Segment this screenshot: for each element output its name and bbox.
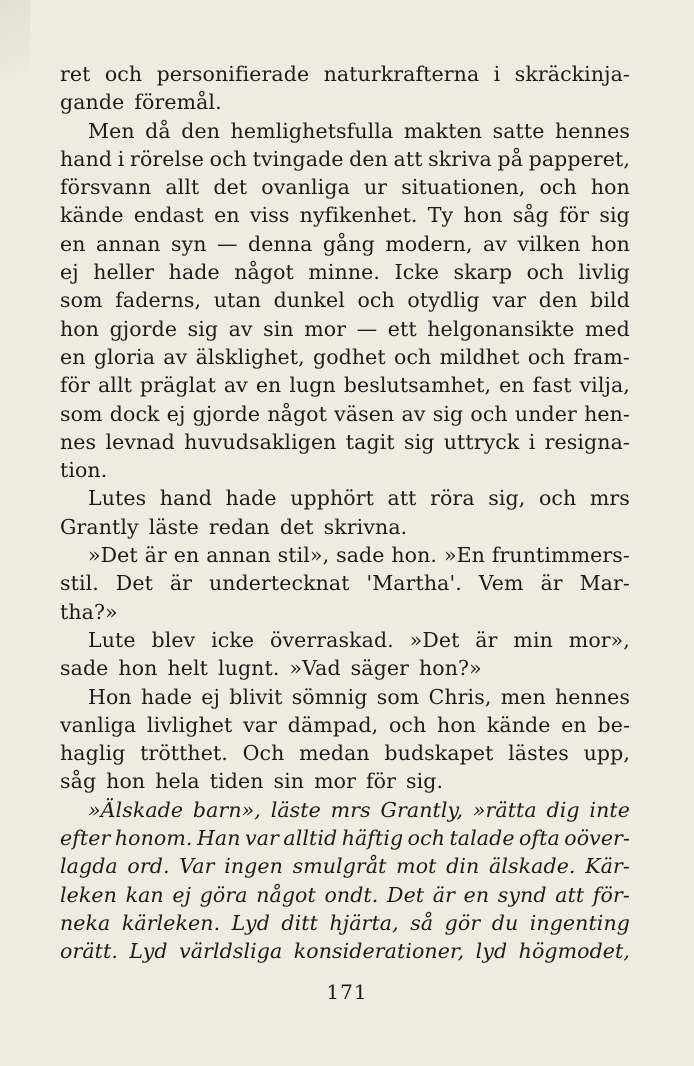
word: honom.	[114, 826, 193, 851]
word: älsklighet,	[195, 344, 305, 369]
word: gör	[444, 910, 481, 935]
word: sade	[60, 656, 109, 681]
word: för	[60, 373, 91, 398]
word: huvudsakligen	[184, 429, 337, 454]
word: världsliga	[179, 939, 283, 964]
word: vilken	[517, 231, 581, 256]
word: livlig	[578, 260, 630, 285]
word: med	[584, 316, 630, 341]
word: läste	[270, 797, 321, 822]
word: i	[528, 429, 536, 454]
word: »Det	[88, 543, 138, 568]
word: under	[514, 401, 577, 426]
word: hela	[155, 769, 200, 794]
word: hennes	[555, 118, 630, 143]
word: fram-	[573, 344, 630, 369]
word: och	[388, 712, 427, 737]
word: hade	[225, 486, 277, 511]
word: konsiderationer,	[293, 939, 465, 964]
word: Chris,	[428, 684, 492, 709]
word: att	[393, 146, 423, 171]
word: Var	[179, 854, 215, 879]
word: skarp	[453, 260, 513, 285]
word: något	[267, 401, 327, 426]
word: Grantly,	[380, 797, 464, 822]
word: synd	[497, 882, 547, 907]
word: situationen,	[401, 175, 526, 200]
text-line	[60, 937, 630, 965]
word: ej	[172, 882, 192, 907]
word: lästes	[508, 741, 569, 766]
text-line	[60, 626, 630, 654]
text-line	[60, 88, 630, 116]
word: hade	[168, 260, 220, 285]
word: föremål.	[134, 90, 222, 115]
word: dunkel	[273, 288, 345, 313]
word: av	[483, 231, 508, 256]
text-line	[60, 767, 630, 795]
text-line	[60, 909, 630, 937]
word: röra	[430, 486, 475, 511]
word: kände	[486, 712, 551, 737]
word: oöver-	[564, 826, 630, 851]
word: hon	[590, 175, 630, 200]
word: Hon	[88, 684, 132, 709]
text-line	[60, 230, 630, 258]
text-line	[60, 371, 630, 399]
word: smulgråt	[292, 854, 387, 879]
word: och	[527, 344, 566, 369]
word: mrs	[330, 797, 371, 822]
word: bild	[590, 288, 630, 313]
word: dig	[546, 797, 580, 822]
word: naturkrafterna	[323, 62, 480, 86]
word: en	[60, 231, 86, 256]
word: högmodet,	[518, 939, 630, 964]
word: en	[463, 882, 490, 907]
word: sig	[403, 429, 435, 454]
word: Vem	[478, 571, 524, 596]
word: för	[559, 203, 590, 228]
text-line	[60, 852, 630, 880]
word: då	[145, 118, 171, 143]
word: den	[181, 118, 221, 143]
word: fast	[532, 373, 572, 398]
text-line	[60, 315, 630, 343]
word: ditt	[281, 910, 318, 935]
word: upphört	[290, 486, 374, 511]
word: hon	[118, 656, 158, 681]
word: syn	[170, 231, 207, 256]
word: satte	[492, 118, 545, 143]
word: en	[60, 344, 86, 369]
word: nyfikenhet.	[299, 203, 418, 228]
word: »rätta	[472, 797, 537, 822]
word: sin	[273, 769, 305, 794]
word: nes	[60, 429, 97, 454]
word: lugn	[289, 373, 336, 398]
word: hon	[106, 769, 146, 794]
word: hon	[60, 316, 100, 341]
word: Grantly	[60, 514, 139, 539]
word: mor	[314, 769, 356, 794]
word: såg	[512, 203, 549, 228]
word: sig.	[406, 769, 444, 794]
word: tiden	[209, 769, 264, 794]
word: livlighet	[146, 712, 233, 737]
word: hon	[463, 203, 503, 228]
word: för-	[592, 882, 630, 907]
text-line	[60, 173, 630, 201]
text-line	[60, 145, 630, 173]
word: ret	[60, 62, 91, 86]
body-text	[60, 60, 630, 966]
word: och	[407, 826, 445, 851]
word: denna	[248, 231, 313, 256]
word: ur	[363, 175, 388, 200]
word: viss	[249, 203, 290, 228]
word: —	[356, 316, 378, 341]
word: sig	[432, 401, 464, 426]
text-line	[60, 343, 630, 371]
word: Ty	[427, 203, 454, 228]
word: väsen	[334, 401, 395, 426]
word: mildhet	[439, 344, 520, 369]
word: som	[376, 684, 420, 709]
word: Lute	[88, 627, 136, 652]
page-number: 171	[326, 980, 368, 1004]
word: ovanliga	[261, 175, 350, 200]
word: tvingade	[252, 146, 344, 171]
word: hemlighetsfulla	[230, 118, 394, 143]
word: »Vad	[289, 656, 341, 681]
word: och	[104, 62, 143, 86]
word: kan	[125, 882, 164, 907]
word: lagda	[60, 854, 118, 879]
word: men	[500, 684, 546, 709]
word: ingenting	[529, 910, 630, 935]
word: vilja,	[579, 373, 630, 398]
word: i	[117, 146, 125, 171]
word: häftig	[341, 826, 404, 851]
word: att	[555, 882, 585, 907]
word: blev	[151, 627, 196, 652]
text-line	[60, 484, 630, 512]
word: som	[60, 401, 103, 426]
word: och	[526, 260, 564, 285]
word: hen-	[584, 401, 630, 426]
word: skriva	[428, 146, 492, 171]
word: »Älskade	[88, 797, 184, 822]
word: en	[561, 712, 587, 737]
word: ord.	[127, 854, 170, 879]
word: din	[446, 854, 480, 879]
word: helt	[167, 656, 208, 681]
word: för	[366, 769, 397, 794]
word: var	[245, 826, 279, 851]
word: Men	[88, 118, 135, 143]
word: något	[234, 260, 294, 285]
word: är	[432, 882, 455, 907]
word: mor»,	[568, 627, 630, 652]
word: hon	[590, 231, 630, 256]
word: ett	[387, 316, 417, 341]
text-line	[60, 824, 630, 852]
word: sig,	[488, 486, 526, 511]
word: Och	[242, 741, 285, 766]
word: ej	[201, 684, 220, 709]
text-line	[60, 201, 630, 229]
word: att	[387, 486, 417, 511]
word: är	[144, 543, 167, 568]
word: det	[279, 514, 314, 539]
word: tion.	[60, 458, 108, 483]
word: hon	[437, 712, 477, 737]
text-line	[60, 796, 630, 824]
word: hand	[159, 486, 212, 511]
text-line	[60, 711, 630, 739]
word: haglig	[60, 741, 126, 766]
text-line	[60, 456, 630, 484]
word: så	[410, 910, 434, 935]
word: och	[539, 175, 577, 200]
word: ofta	[519, 826, 560, 851]
word: medan	[299, 741, 370, 766]
word: personifierade	[156, 62, 310, 86]
word: gång	[322, 231, 375, 256]
word: Det	[115, 571, 153, 596]
word: är	[169, 571, 193, 596]
word: tagit	[345, 429, 395, 454]
word: gjorde	[192, 401, 261, 426]
word: papperet,	[528, 146, 630, 171]
text-line	[60, 117, 630, 145]
word: ingen	[224, 854, 283, 879]
word: skrivna.	[323, 514, 408, 539]
word: såg	[60, 769, 97, 794]
word: skräckinja-	[514, 62, 630, 86]
word: sömnig	[291, 684, 368, 709]
word: hon.	[391, 543, 438, 568]
word: mor	[304, 316, 347, 341]
word: mrs	[589, 486, 630, 511]
word: dock	[109, 401, 160, 426]
word: min	[513, 627, 553, 652]
word: ej	[166, 401, 186, 426]
word: inte	[589, 797, 630, 822]
text-line	[60, 569, 630, 597]
word: redan	[208, 514, 270, 539]
word: en	[214, 203, 240, 228]
word: är	[540, 571, 563, 596]
page-corner-shadow	[0, 0, 30, 120]
word: tha?»	[60, 599, 118, 624]
text-line	[60, 598, 630, 626]
word: en	[173, 543, 200, 568]
word: den	[349, 146, 388, 171]
word: var	[492, 288, 527, 313]
text-line	[60, 258, 630, 286]
word: är	[475, 627, 498, 652]
word: hjärta,	[329, 910, 399, 935]
word: lyd	[475, 939, 508, 964]
text-line	[60, 400, 630, 428]
word: beslutsamhet,	[343, 373, 492, 398]
word: överraskad.	[270, 627, 394, 652]
word: präglat	[139, 373, 216, 398]
word: trötthet.	[140, 741, 228, 766]
word: faderns,	[115, 288, 202, 313]
word: vanliga	[60, 712, 137, 737]
word: sade	[336, 543, 385, 568]
word: undertecknat	[208, 571, 350, 596]
word: något	[256, 882, 316, 907]
word: hade	[140, 684, 193, 709]
word: otydlig	[407, 288, 480, 313]
word: göra	[199, 882, 248, 907]
text-line	[60, 428, 630, 456]
word: —	[216, 231, 238, 256]
word: på	[497, 146, 524, 171]
word: alltid	[283, 826, 338, 851]
word: stil.	[60, 571, 99, 596]
word: gjorde	[109, 316, 178, 341]
word: lugnt.	[218, 656, 280, 681]
word: »En	[443, 543, 485, 568]
word: annan	[95, 231, 161, 256]
text-line	[60, 286, 630, 314]
word: ej	[60, 260, 79, 285]
word: sig	[187, 316, 219, 341]
word: Han	[196, 826, 241, 851]
word: och	[209, 146, 247, 171]
word: modern,	[385, 231, 473, 256]
word: hennes	[555, 684, 630, 709]
word: gloria	[93, 344, 156, 369]
word: neka	[60, 910, 111, 935]
word: säger	[350, 656, 409, 681]
word: heller	[93, 260, 155, 285]
text-line	[60, 541, 630, 569]
word: var	[243, 712, 277, 737]
text-line	[60, 513, 630, 541]
word: minne.	[308, 260, 381, 285]
word: av	[223, 373, 248, 398]
text-line	[60, 683, 630, 711]
word: och	[470, 401, 508, 426]
word: allt	[165, 175, 200, 200]
word: hand	[60, 146, 113, 171]
word: Det	[387, 882, 425, 907]
text-line	[60, 654, 630, 682]
word: som	[60, 288, 103, 313]
word: resigna-	[544, 429, 630, 454]
word: det	[213, 175, 248, 200]
text-line	[60, 60, 630, 88]
word: makten	[403, 118, 483, 143]
word: orätt.	[60, 939, 118, 964]
word: endast	[133, 203, 204, 228]
word: 'Martha'.	[366, 571, 462, 596]
word: i	[493, 62, 501, 86]
word: sig	[599, 203, 630, 228]
word: godhet	[312, 344, 386, 369]
word: Lyd	[231, 910, 270, 935]
word: hon?»	[418, 656, 482, 681]
word: barn»,	[192, 797, 261, 822]
word: stil»,	[277, 543, 330, 568]
word: Kär-	[585, 854, 630, 879]
word: läste	[148, 514, 199, 539]
word: Lyd	[129, 939, 168, 964]
word: Mar-	[579, 571, 630, 596]
text-line	[60, 881, 630, 909]
word: levnad	[105, 429, 175, 454]
text-line	[60, 739, 630, 767]
word: rörelse	[130, 146, 205, 171]
word: allt	[97, 373, 132, 398]
word: och	[394, 344, 432, 369]
word: en	[499, 373, 525, 398]
word: annan	[206, 543, 271, 568]
word: du	[491, 910, 519, 935]
word: dämpad,	[287, 712, 379, 737]
word: leken	[60, 882, 117, 907]
word: helgonansikte	[427, 316, 575, 341]
word: efter	[60, 826, 111, 851]
word: Lutes	[88, 486, 147, 511]
word: och	[538, 486, 577, 511]
word: den	[538, 288, 578, 313]
word: en	[255, 373, 282, 398]
word: av	[228, 316, 253, 341]
word: gande	[60, 90, 125, 115]
word: kärleken.	[121, 910, 221, 935]
word: blivit	[229, 684, 283, 709]
word: kände	[60, 203, 124, 228]
word: icke	[211, 627, 255, 652]
word: utan	[213, 288, 262, 313]
word: ondt.	[324, 882, 379, 907]
word: uttryck	[443, 429, 520, 454]
word: »Det	[409, 627, 460, 652]
word: och	[357, 288, 395, 313]
word: av	[401, 401, 426, 426]
word: av	[163, 344, 188, 369]
word: Icke	[394, 260, 440, 285]
word: be-	[597, 712, 630, 737]
word: fruntimmers-	[491, 543, 630, 568]
word: älskade.	[489, 854, 576, 879]
word: mot	[396, 854, 437, 879]
word: sin	[263, 316, 294, 341]
word: talade	[449, 826, 515, 851]
word: upp,	[583, 741, 630, 766]
word: försvann	[60, 175, 152, 200]
word: budskapet	[384, 741, 494, 766]
